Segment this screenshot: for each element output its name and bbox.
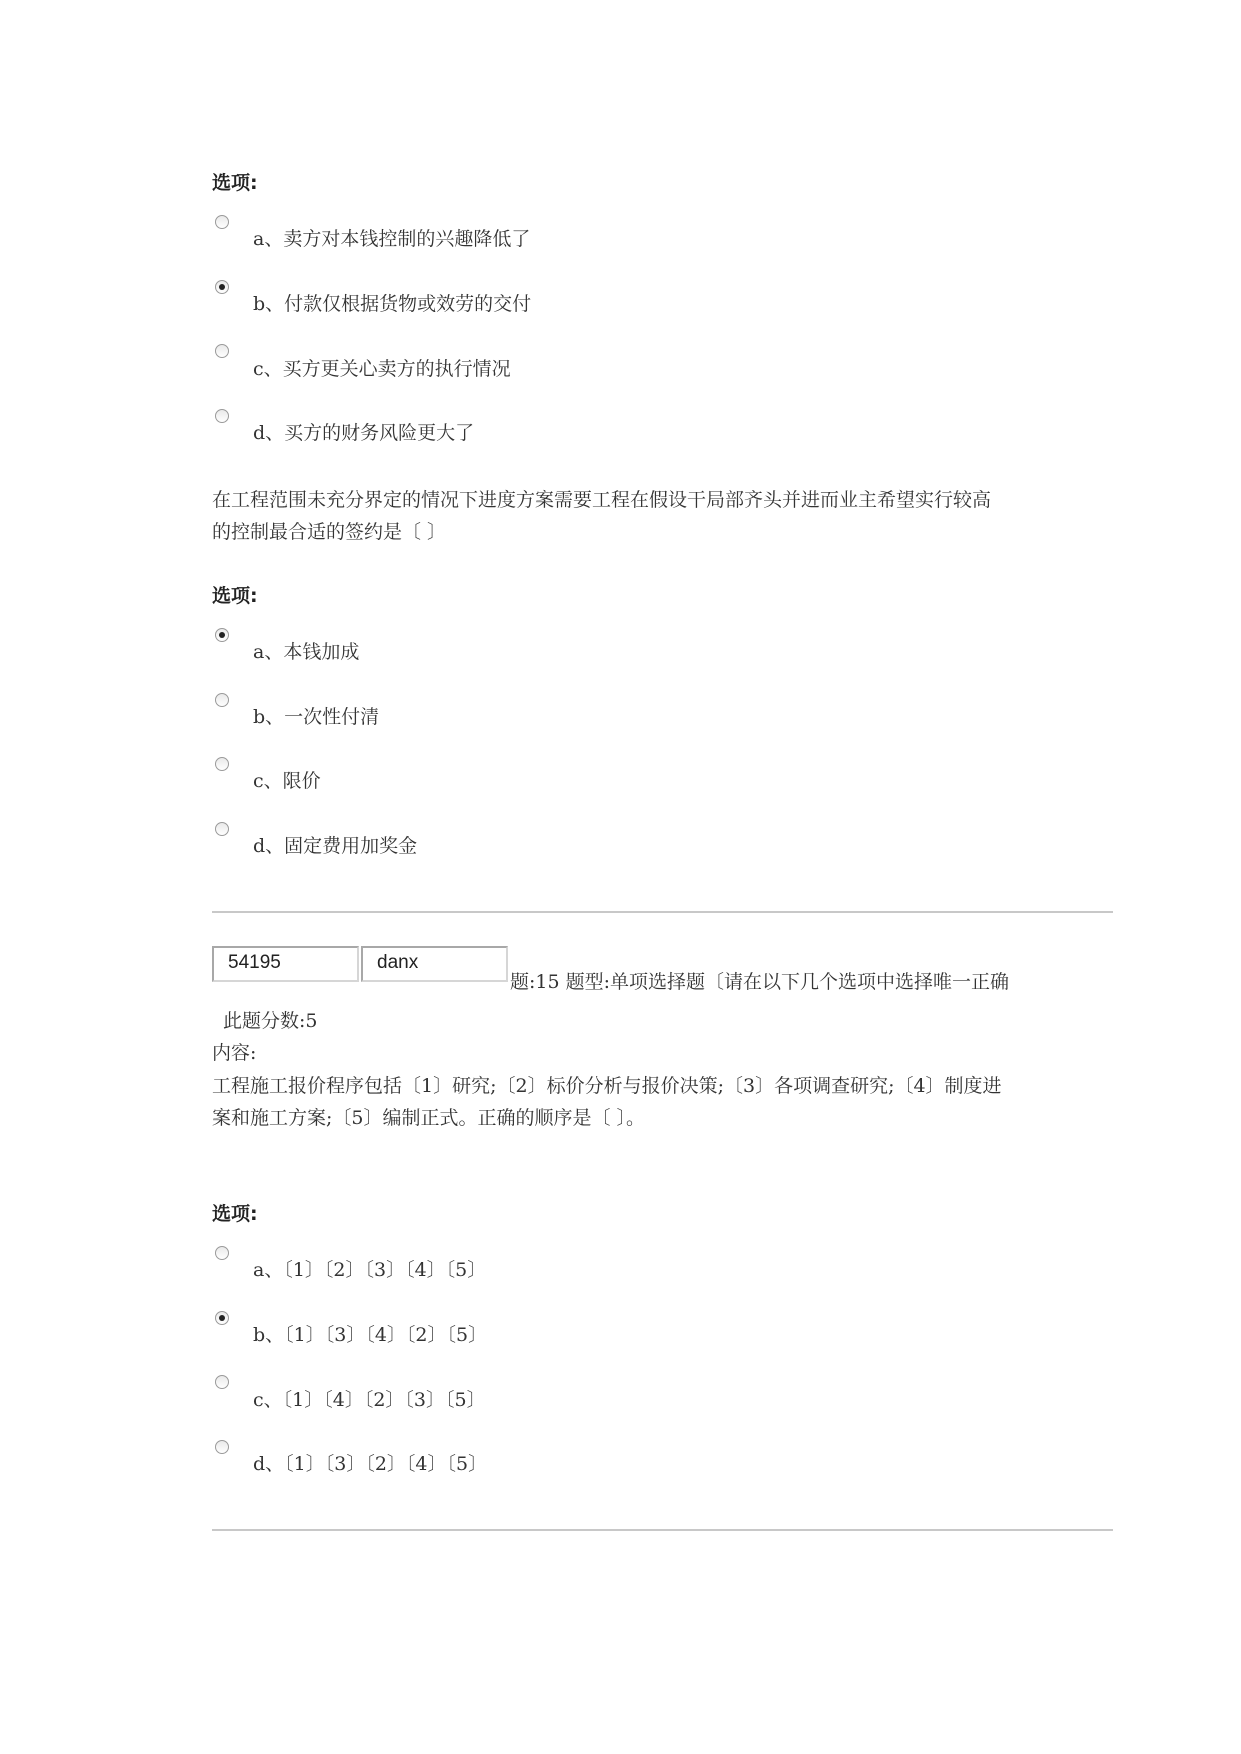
radio-q1-c[interactable] [215,344,229,358]
divider [212,911,1113,913]
radio-q2-d[interactable] [215,822,229,836]
option-label-q3-d: d、〔1〕〔3〕〔2〕〔4〕〔5〕 [253,1453,488,1475]
options-label: 选项: [212,1203,258,1225]
question-content: 在工程范围未充分界定的情况下进度方案需要工程在假设干局部齐头并进而业主希望实行较高 [212,489,992,511]
option-label-q2-d: d、固定费用加奖金 [253,835,418,857]
radio-q3-a[interactable] [215,1246,229,1260]
options-label: 选项: [212,585,258,607]
question-type-field[interactable]: danx [361,946,508,982]
option-label-q3-b: b、〔1〕〔3〕〔4〕〔2〕〔5〕 [253,1324,488,1346]
radio-q2-b[interactable] [215,693,229,707]
radio-q3-c[interactable] [215,1375,229,1389]
question-id-field[interactable]: 54195 [212,946,359,982]
option-label-q1-b: b、付款仅根据货物或效劳的交付 [253,293,532,315]
question-score: 此题分数:5 [223,1010,318,1032]
radio-q1-a[interactable] [215,215,229,229]
radio-q2-a[interactable] [215,628,229,642]
radio-q3-d[interactable] [215,1440,229,1454]
question-content-cont: 的控制最合适的签约是〔 〕 [212,521,447,543]
question-header: 题:15 题型:单项选择题〔请在以下几个选项中选择唯一正确 [510,971,1010,993]
question-content: 工程施工报价程序包括〔1〕研究;〔2〕标价分析与报价决策;〔3〕各项调查研究;〔4〕制度进 [212,1075,1002,1097]
options-label: 选项: [212,172,258,194]
radio-q3-b[interactable] [215,1311,229,1325]
radio-q2-c[interactable] [215,757,229,771]
radio-q1-b[interactable] [215,280,229,294]
option-label-q1-c: c、买方更关心卖方的执行情况 [253,358,511,380]
content-label: 内容: [212,1042,257,1064]
question-content-cont: 案和施工方案;〔5〕编制正式。正确的顺序是〔 〕。 [212,1107,646,1129]
option-label-q1-d: d、买方的财务风险更大了 [253,422,475,444]
option-label-q3-a: a、〔1〕〔2〕〔3〕〔4〕〔5〕 [253,1259,487,1281]
divider [212,1529,1113,1531]
option-label-q3-c: c、〔1〕〔4〕〔2〕〔3〕〔5〕 [253,1389,486,1411]
option-label-q1-a: a、卖方对本钱控制的兴趣降低了 [253,228,531,250]
radio-q1-d[interactable] [215,409,229,423]
option-label-q2-b: b、一次性付清 [253,706,380,728]
option-label-q2-c: c、限价 [253,770,321,792]
option-label-q2-a: a、本钱加成 [253,641,360,663]
